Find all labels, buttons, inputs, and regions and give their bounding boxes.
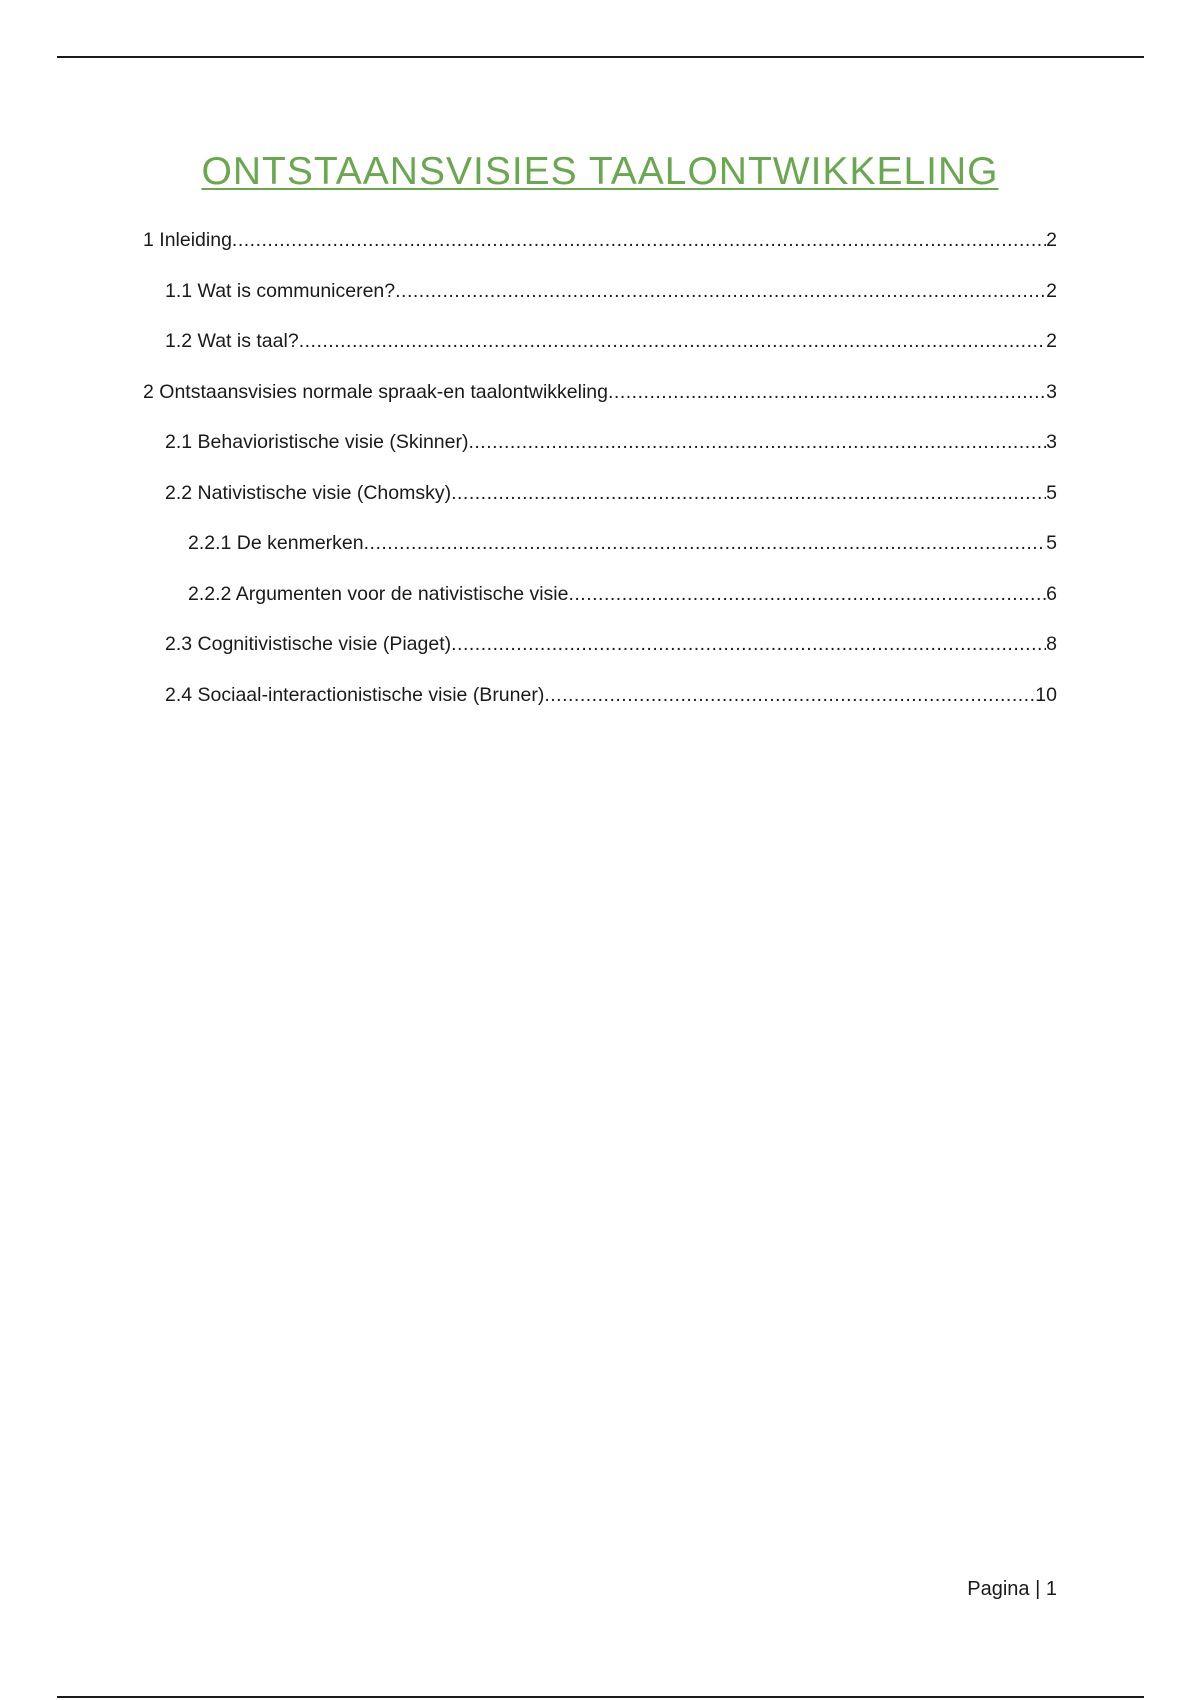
- page-number-label: Pagina | 1: [967, 1578, 1057, 1600]
- toc-number: 1.2: [165, 330, 193, 352]
- header-rule: [57, 56, 1144, 58]
- toc-number: 2.4: [165, 683, 193, 706]
- toc-entry[interactable]: [143, 584, 1057, 635]
- toc-number: 2.2.1: [188, 532, 232, 554]
- toc-number: 2.2: [165, 481, 193, 504]
- toc-entry[interactable]: [143, 634, 1057, 685]
- toc-page-number: 2: [1046, 330, 1057, 352]
- toc-page-number: 5: [1046, 532, 1057, 554]
- toc-page-number: 5: [1046, 481, 1057, 504]
- toc-page-number: 3: [1046, 380, 1057, 403]
- toc-leader-dots: [608, 382, 1046, 402]
- toc-leader-dots: [568, 584, 1046, 604]
- toc-text: Inleiding: [159, 229, 232, 251]
- toc-entry[interactable]: [143, 483, 1057, 534]
- toc-text: Nativistische visie (Chomsky): [197, 481, 452, 504]
- toc-number: 1: [143, 229, 154, 251]
- toc-number: 2.3: [165, 633, 193, 655]
- toc-entry[interactable]: [143, 432, 1057, 483]
- toc-page-number: 2: [1046, 279, 1057, 302]
- toc-leader-dots: [544, 685, 1035, 705]
- toc-leader-dots: [299, 331, 1046, 351]
- toc-leader-dots: [468, 432, 1046, 452]
- toc-entry[interactable]: [143, 331, 1057, 382]
- toc-page-number: 3: [1046, 431, 1057, 453]
- document-title: ONTSTAANSVISIES TAALONTWIKKELING: [201, 150, 999, 193]
- toc-page-number: 10: [1035, 683, 1057, 706]
- footer-rule: [57, 1696, 1144, 1698]
- page-footer: [967, 1578, 1057, 1601]
- toc-page-number: 8: [1046, 633, 1057, 655]
- toc-leader-dots: [451, 483, 1046, 503]
- toc-entry[interactable]: [143, 230, 1057, 281]
- toc-text: Argumenten voor de nativistische visie: [235, 582, 569, 605]
- toc-leader-dots: [364, 533, 1047, 553]
- toc-text: Wat is taal?: [197, 330, 299, 352]
- toc-number: 1.1: [165, 279, 193, 302]
- toc-leader-dots: [395, 281, 1046, 301]
- toc-text: De kenmerken: [236, 532, 364, 554]
- toc-page-number: 2: [1046, 229, 1057, 251]
- toc-text: Ontstaansvisies normale spraak-en taalontwikkeling: [159, 380, 609, 403]
- toc-text: Behavioristische visie (Skinner): [197, 431, 469, 453]
- toc-entry[interactable]: [143, 533, 1057, 584]
- toc-number: 2.2.2: [188, 582, 232, 605]
- toc-text: Cognitivistische visie (Piaget): [197, 633, 452, 655]
- table-of-contents: [143, 230, 1057, 735]
- toc-entry[interactable]: [143, 382, 1057, 433]
- toc-entry[interactable]: [143, 281, 1057, 332]
- toc-page-number: 6: [1046, 582, 1057, 605]
- toc-entry[interactable]: [143, 685, 1057, 736]
- toc-leader-dots: [232, 230, 1046, 250]
- toc-number: 2: [143, 380, 154, 403]
- toc-leader-dots: [451, 634, 1046, 654]
- toc-number: 2.1: [165, 431, 193, 453]
- toc-text: Wat is communiceren?: [197, 279, 396, 302]
- toc-text: Sociaal-interactionistische visie (Bruner): [197, 683, 545, 706]
